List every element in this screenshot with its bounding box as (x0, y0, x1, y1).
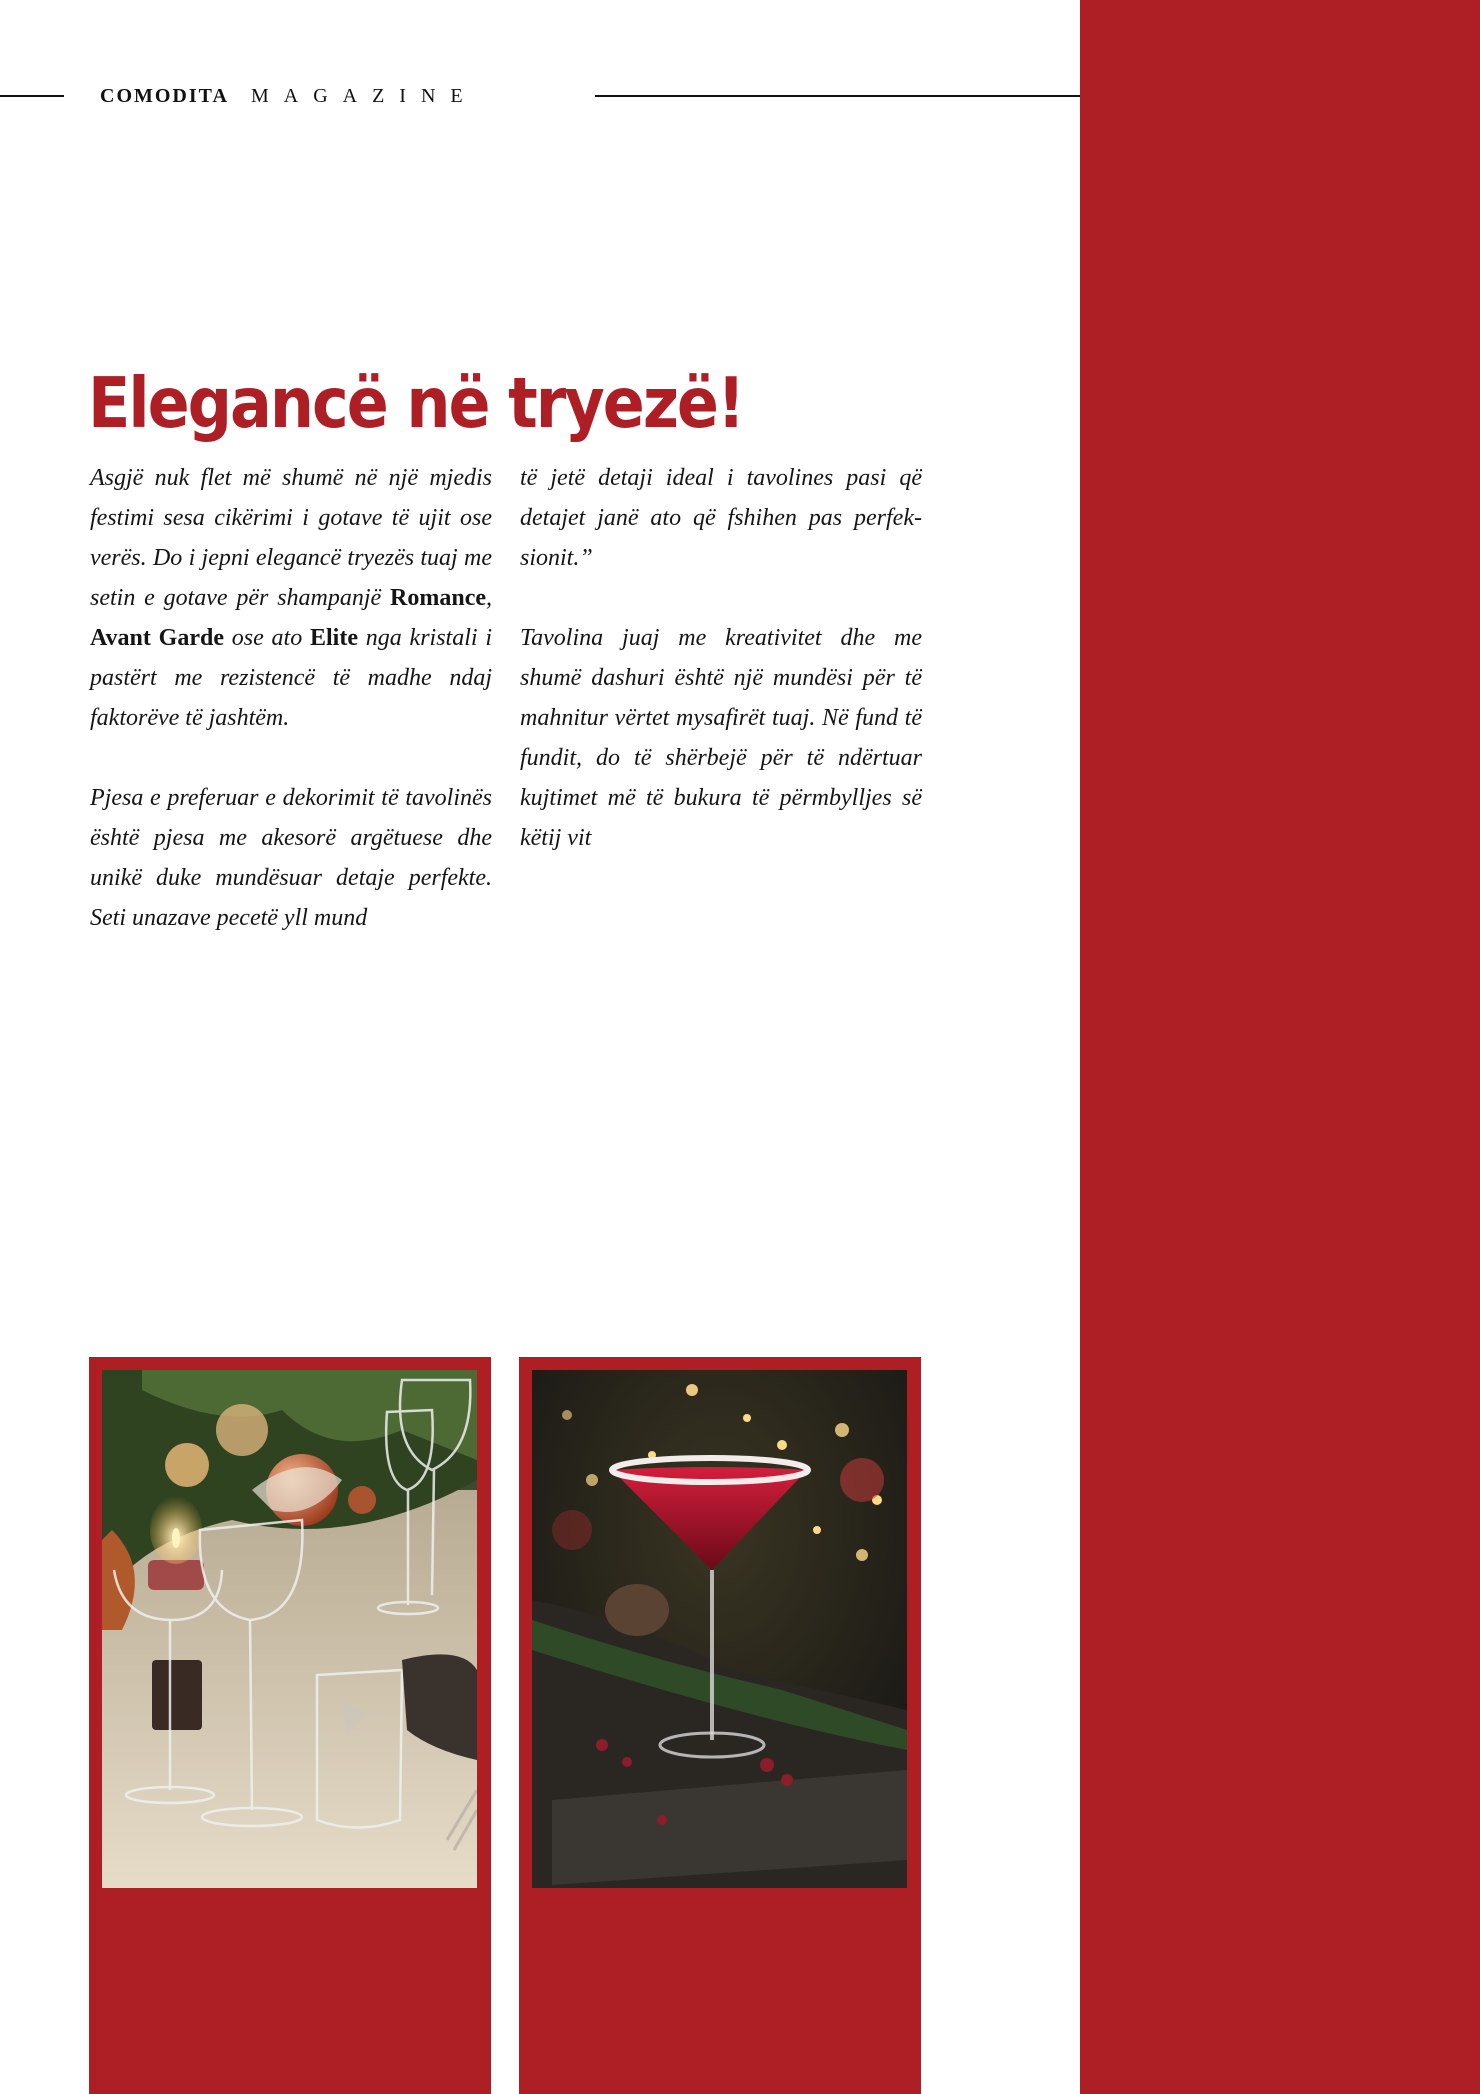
paragraph-text: ose ato (224, 625, 310, 651)
article-column-left (90, 458, 492, 978)
cocktail-illustration (532, 1370, 907, 1888)
paragraph-text: nga kristali i pastërt me rezistencë të madhe ndaj faktorëve të jashtëm. (90, 625, 493, 731)
paragraph-text: Asgjë nuk flet më shumë në një mjedis festimi sesa cikërimi i gotave të ujit ose verës. Do i jepni elegancë tryezës tuaj me setin e gotave për shampanjë (90, 465, 492, 611)
product-name-avant-garde: Avant Garde (90, 625, 224, 651)
article-paragraph (90, 458, 492, 738)
product-name-romance: Romance (390, 585, 486, 611)
table-setting-illustration (102, 1370, 477, 1888)
photo-frame-right (519, 1357, 921, 2094)
decorative-red-band (1080, 0, 1480, 2094)
article-title: Elegancë në tryezë! (88, 362, 744, 444)
cocktail-photo (532, 1370, 907, 1888)
product-name-elite: Elite (310, 625, 358, 651)
masthead-section: MAGAZINE (250, 84, 478, 107)
photo-frame-left (89, 1357, 491, 2094)
masthead-brand: COMODITA (100, 84, 229, 107)
header-rule-right (595, 95, 1080, 97)
article-paragraph: të jetë detaji ideal i tavolines pasi që detajet janë ato që fshihen pas perfeksionit.” (520, 465, 922, 571)
table-setting-photo (102, 1370, 477, 1888)
masthead (100, 84, 478, 108)
header-rule-left (0, 95, 64, 97)
article-column-right (520, 458, 922, 898)
article-paragraph: Pjesa e preferuar e dekorimit të tavolinës është pjesa me akesorë argëtuese dhe unikë duke mundësuar detaje perfekte. Seti unazave pecetë yll mund (90, 785, 492, 931)
article-paragraph: Tavolina juaj me kreativitet dhe me shumë dashuri është një mundësi për të mahnitur vërtet mysafirët tuaj. Në fund të fundit, do të shërbejë për të ndërtuar kujtimet më të bukura të përmbylljes së këtij vit (520, 625, 922, 851)
paragraph-text: , (486, 585, 492, 611)
